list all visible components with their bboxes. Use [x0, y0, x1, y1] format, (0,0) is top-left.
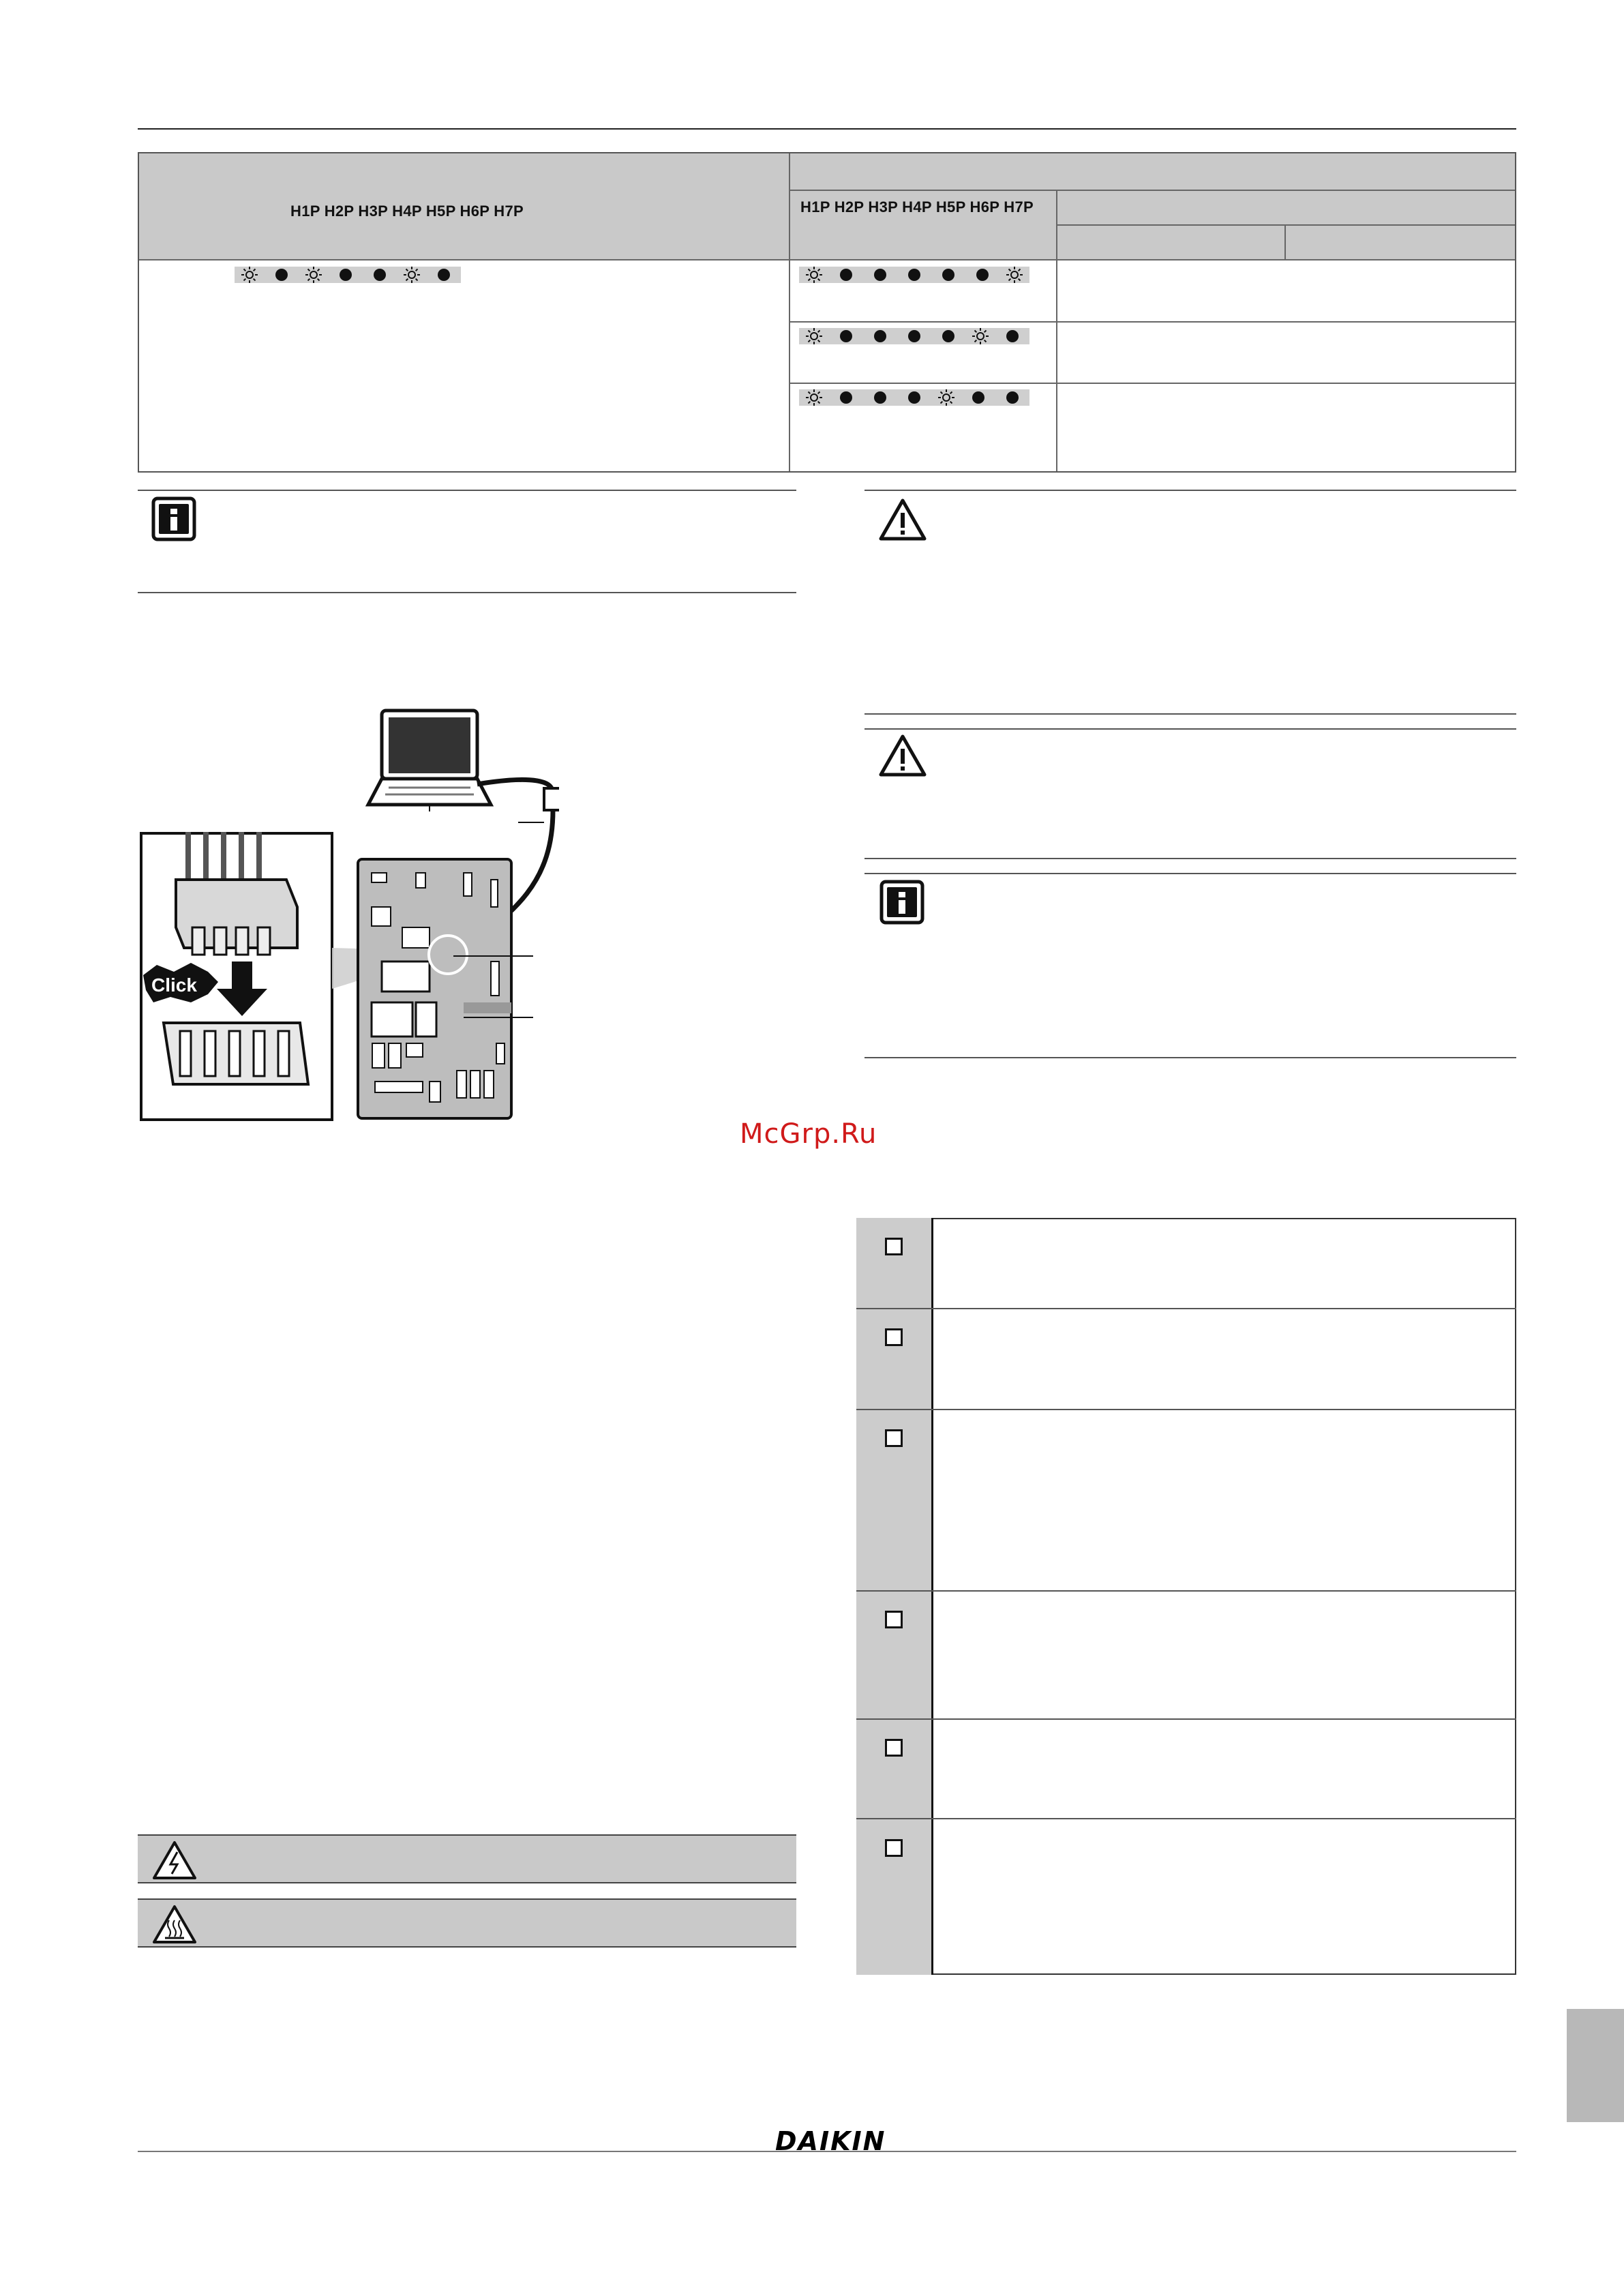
connection-illustration — [136, 702, 559, 1125]
watermark: McGrp.Ru — [740, 1118, 877, 1150]
right-row3-led-2-off — [829, 389, 863, 406]
left-led-4-off — [329, 267, 363, 283]
right-row2-led-4-off — [897, 328, 931, 344]
electric-hazard-icon — [151, 1840, 198, 1884]
right-row3-led-3-off — [863, 389, 897, 406]
info-icon-2 — [879, 880, 924, 928]
right-row1-led-6-off — [965, 267, 999, 283]
checkbox-6[interactable] — [885, 1839, 903, 1857]
right-row1-led-7-blinking — [999, 267, 1029, 283]
checkbox-1[interactable] — [885, 1238, 903, 1255]
hot-surface-warning-bar — [138, 1898, 796, 1948]
right-row2-led-6-blinking — [965, 328, 995, 344]
laptop-icon — [368, 711, 491, 811]
checkbox-3[interactable] — [885, 1429, 903, 1447]
right-row2-led-1-blinking — [799, 328, 829, 344]
right-row1-led-3-off — [863, 267, 897, 283]
checkbox-4[interactable] — [885, 1611, 903, 1628]
right-row1-led-5-off — [931, 267, 965, 283]
right-led-strip-3 — [799, 389, 1029, 406]
left-led-header: H1P H2P H3P H4P H5P H6P H7P — [290, 203, 524, 220]
right-row3-led-4-off — [897, 389, 931, 406]
left-led-5-off — [363, 267, 397, 283]
checkbox-2[interactable] — [885, 1328, 903, 1346]
left-led-6-blinking — [397, 267, 427, 283]
right-row3-led-5-blinking — [931, 389, 961, 406]
right-row1-led-2-off — [829, 267, 863, 283]
right-row3-led-1-blinking — [799, 389, 829, 406]
hot-surface-icon — [151, 1904, 198, 1948]
socket-connector-icon — [164, 1023, 308, 1084]
right-row2-led-2-off — [829, 328, 863, 344]
right-row2-led-7-off — [995, 328, 1029, 344]
click-label: Click — [151, 974, 197, 996]
right-row1-led-1-blinking — [799, 267, 829, 283]
left-led-strip — [235, 267, 461, 283]
right-row1-led-4-off — [897, 267, 931, 283]
left-led-3-blinking — [299, 267, 329, 283]
checklist-table — [856, 1218, 1516, 1975]
right-row2-led-5-off — [931, 328, 965, 344]
daikin-logo: DAIKIN — [775, 2126, 886, 2156]
left-led-2-off — [265, 267, 299, 283]
led-status-table — [138, 152, 1516, 473]
pcb-board-icon — [358, 859, 511, 1118]
right-row3-led-7-off — [995, 389, 1029, 406]
info-icon — [151, 496, 196, 545]
right-row3-led-6-off — [961, 389, 995, 406]
checkbox-5[interactable] — [885, 1739, 903, 1757]
left-led-7-off — [427, 267, 461, 283]
chapter-side-tab — [1567, 2009, 1624, 2122]
caution-icon-2 — [878, 734, 927, 781]
left-led-1-blinking — [235, 267, 265, 283]
electric-warning-bar — [138, 1834, 796, 1883]
right-led-strip-2 — [799, 328, 1029, 344]
right-led-strip-1 — [799, 267, 1029, 283]
caution-icon — [878, 498, 927, 545]
right-led-header: H1P H2P H3P H4P H5P H6P H7P — [800, 198, 1034, 215]
top-rule — [138, 128, 1516, 130]
right-row2-led-3-off — [863, 328, 897, 344]
